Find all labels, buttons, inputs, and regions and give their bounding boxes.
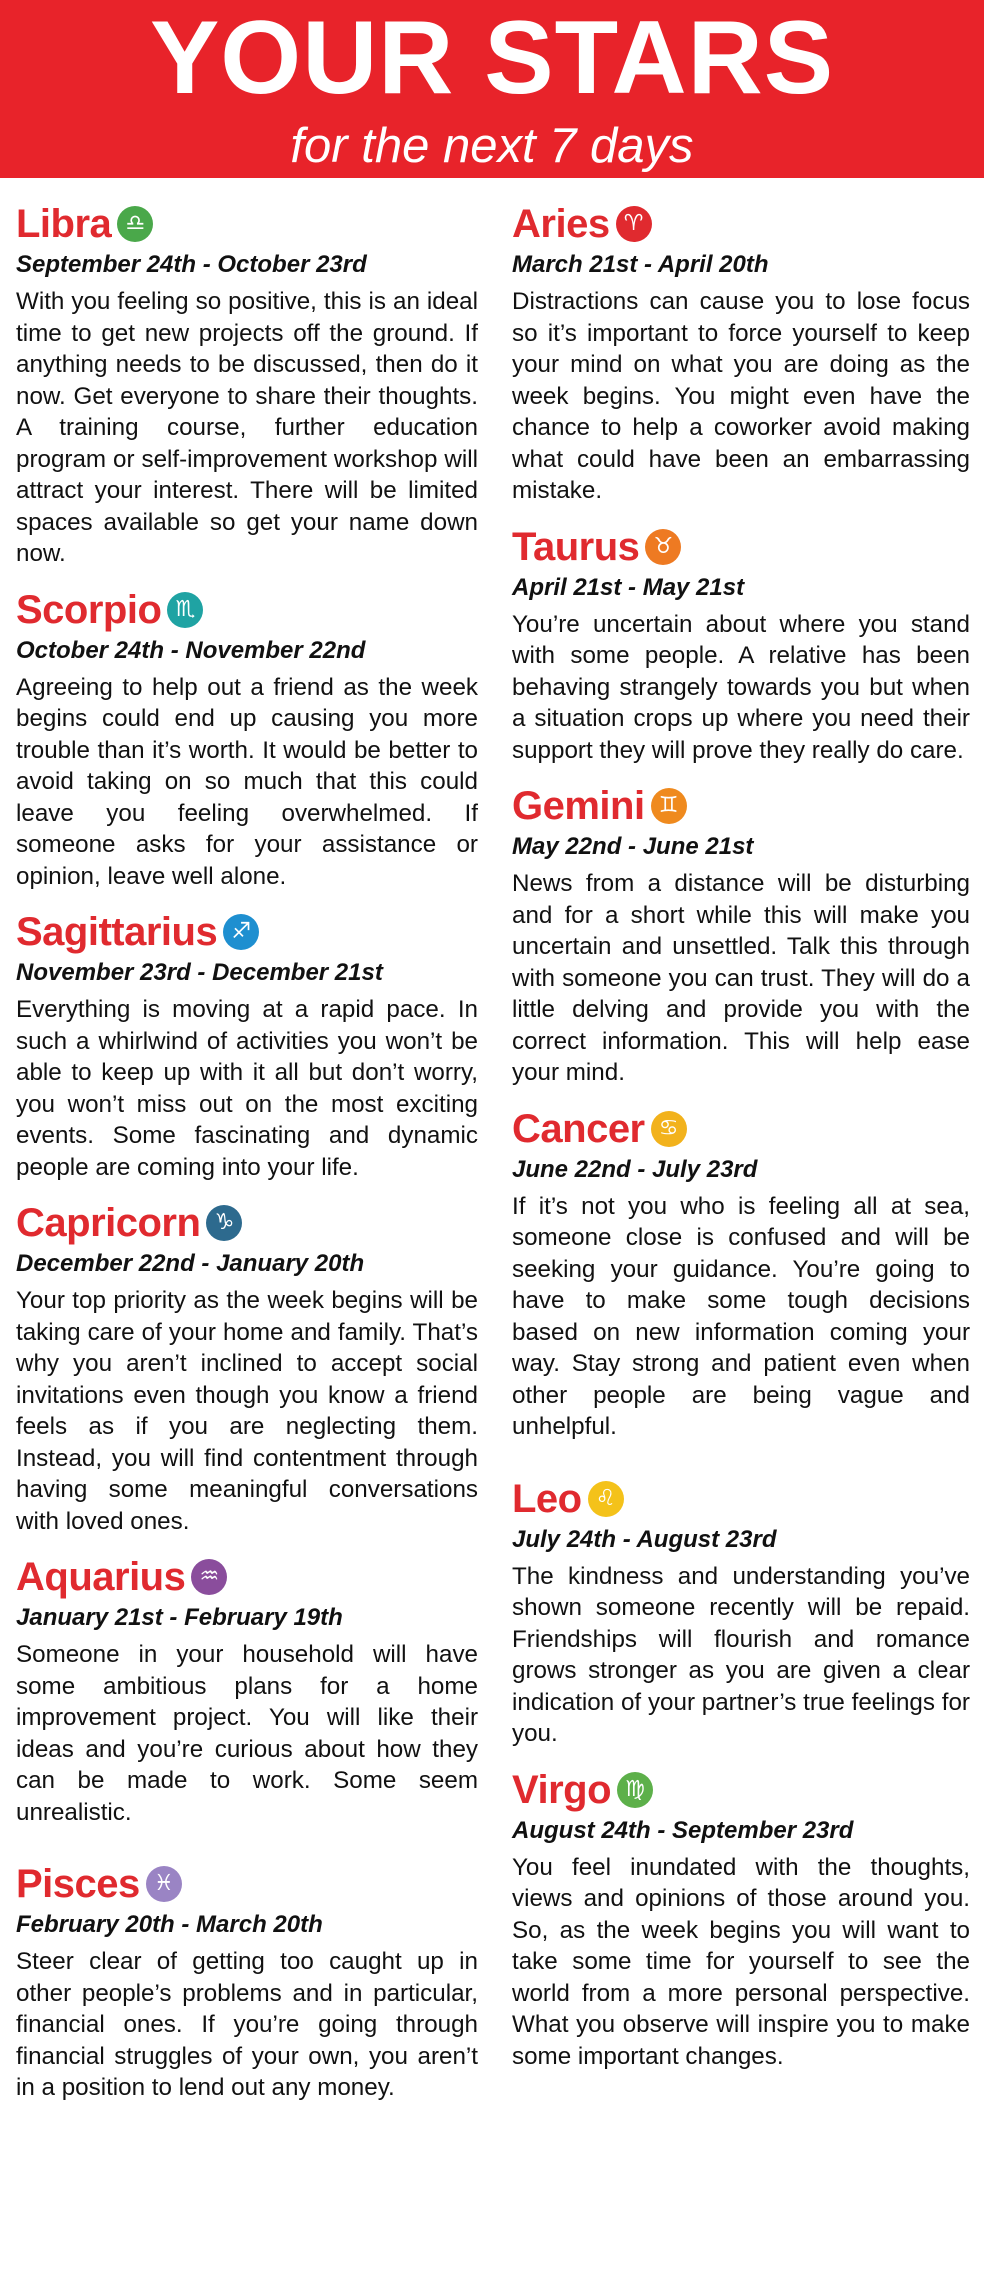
- sign-text: Distractions can cause you to lose focus so it’s important to force yourself to keep your mind on what you are doing as the week begins. You might even have the chance to help a coworker avoid making what could have been an embarrassing mistake.: [512, 288, 970, 504]
- sign-name: Aries: [512, 202, 610, 246]
- sign-text: Agreeing to help out a friend as the week begins could end up causing you more trouble than it’s worth. It would be better to avoid taking on so much that this could leave you feeling overwhelmed. If someone asks for your assistance or opinion, leave well alone.: [16, 673, 478, 890]
- sign-dates: January 21st - February 19th: [16, 1604, 343, 1631]
- sign-header: [512, 198, 970, 250]
- aries-icon: ♈: [616, 206, 652, 242]
- sign-text: Someone in your household will have some ambitious plans for a home improvement project. You will like their ideas and you’re curious about how they can be made to work. Some seem unrealistic.: [16, 1641, 478, 1826]
- cancer-icon: ♋: [651, 1111, 687, 1147]
- sign-dates: May 22nd - June 21st: [512, 833, 754, 860]
- sign-pisces: [16, 1858, 478, 2104]
- sign-header: [512, 1473, 970, 1525]
- sign-dates: October 24th - November 22nd: [16, 636, 366, 664]
- sign-leo: [512, 1473, 970, 1750]
- sign-header: [16, 1858, 478, 1910]
- gemini-icon: ♊: [651, 788, 687, 824]
- sign-header: [512, 780, 970, 832]
- sign-dates: September 24th - October 23rd: [16, 251, 367, 278]
- sign-text: Steer clear of getting too caught up in other people’s problems and in particular, financial ones. If you’re going through financial struggles of your own, you aren’t in a position to lend out any money.: [16, 1948, 478, 2101]
- header-banner: [0, 0, 984, 178]
- aquarius-icon: ♒: [191, 1559, 227, 1595]
- sign-taurus: [512, 521, 970, 767]
- sign-name: Taurus: [512, 524, 640, 569]
- sign-dates: June 22nd - July 23rd: [512, 1155, 758, 1183]
- sign-header: [512, 521, 970, 573]
- sign-dates: August 24th - September 23rd: [512, 1816, 854, 1844]
- sign-dates: November 23rd - December 21st: [16, 959, 383, 986]
- sign-text: With you feeling so positive, this is an ideal time to get new projects off the ground. If anything needs to be discussed, then do it now. Get everyone to share their thoughts. A training course, further education program or self-improvement workshop will attract your interest. There will be limited spaces available so get your name down now.: [16, 288, 478, 567]
- right-column: [512, 198, 970, 2072]
- sign-name: Leo: [512, 1476, 582, 1521]
- sign-header: [512, 1103, 970, 1155]
- sign-header: [16, 584, 478, 636]
- sign-dates: April 21st - May 21st: [512, 573, 745, 601]
- sign-text: Your top priority as the week begins will be taking care of your home and family. That’s why you aren’t inclined to accept social invitations even though you know a friend feels as if you are neglecting them. Instead, you will find contentment through having some meaningful conversations with loved ones.: [16, 1287, 478, 1535]
- sign-header: [16, 198, 478, 250]
- sign-dates: July 24th - August 23rd: [512, 1525, 777, 1553]
- sign-text: The kindness and understanding you’ve shown someone recently will be repaid. Friendships will flourish and romance grows stronger as you are given a clear indication of your partner’s true feelings for you.: [512, 1562, 970, 1747]
- sagittarius-icon: ♐: [223, 914, 259, 950]
- sign-name: Virgo: [512, 1767, 612, 1812]
- sign-text: If it’s not you who is feeling all at sea, someone close is confused and will be seeking your guidance. You’re going to have to make some tough decisions based on new information coming your way. Stay strong and patient even when other people are being vague and unhelpful.: [512, 1192, 970, 1440]
- sign-text: You feel inundated with the thoughts, views and opinions of those around you. So, as the week begins you will want to take some time for yourself to see the world from a more personal perspective. What you observe will inspire you to make some important changes.: [512, 1853, 970, 2070]
- sign-dates: December 22nd - January 20th: [16, 1250, 365, 1277]
- sign-text: News from a distance will be disturbing and for a short while this will make you uncertain and unsettled. Talk this through with someone you can trust. They will do a little delving and provide you with the correct information. This will help ease your mind.: [512, 870, 970, 1086]
- sign-libra: [16, 198, 478, 570]
- sign-sagittarius: [16, 906, 478, 1183]
- sign-dates: March 21st - April 20th: [512, 251, 769, 278]
- sign-name: Libra: [16, 202, 112, 246]
- capricorn-icon: ♑: [206, 1205, 242, 1241]
- sign-name: Gemini: [512, 784, 645, 828]
- sign-header: [16, 1197, 478, 1249]
- sign-name: Aquarius: [16, 1555, 186, 1599]
- sign-virgo: [512, 1764, 970, 2073]
- page-subtitle: for the next 7 days: [290, 119, 694, 173]
- libra-icon: ♎: [117, 206, 153, 242]
- sign-text: You’re uncertain about where you stand with some people. A relative has been behaving strangely towards you but when a situation crops up where you need their support they will prove they really do care.: [512, 610, 970, 764]
- sign-capricorn: [16, 1197, 478, 1537]
- leo-icon: ♌: [588, 1481, 624, 1517]
- sign-text: Everything is moving at a rapid pace. In such a whirlwind of activities you won’t be able to keep up with it all but don’t worry, you won’t miss out on the most exciting events. Some fascinating and dynamic people are coming into your life.: [16, 996, 478, 1181]
- sign-name: Capricorn: [16, 1201, 201, 1245]
- sign-header: [512, 1764, 970, 1816]
- sign-aquarius: [16, 1551, 478, 1828]
- page-title: YOUR STARS: [149, 0, 835, 116]
- taurus-icon: ♉: [645, 529, 681, 565]
- sign-cancer: [512, 1103, 970, 1443]
- sign-scorpio: [16, 584, 478, 893]
- left-column: [16, 198, 478, 2104]
- sign-aries: [512, 198, 970, 507]
- pisces-icon: ♓: [146, 1866, 182, 1902]
- sign-name: Sagittarius: [16, 910, 218, 954]
- sign-name: Scorpio: [16, 587, 162, 632]
- sign-name: Pisces: [16, 1862, 140, 1906]
- sign-header: [16, 1551, 478, 1603]
- sign-name: Cancer: [512, 1106, 645, 1151]
- sign-header: [16, 906, 478, 958]
- virgo-icon: ♍: [617, 1772, 653, 1808]
- sign-dates: February 20th - March 20th: [16, 1911, 323, 1938]
- scorpio-icon: ♏: [167, 592, 203, 628]
- sign-gemini: [512, 780, 970, 1089]
